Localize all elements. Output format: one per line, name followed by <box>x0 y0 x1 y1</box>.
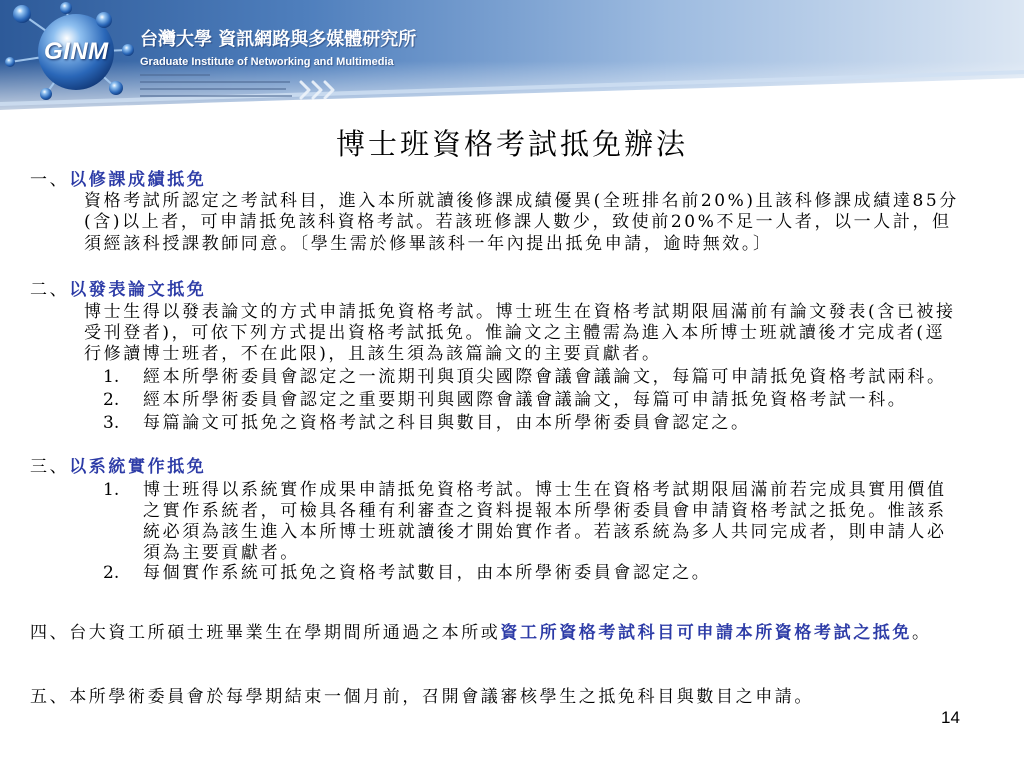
section-heading-text: 以系統實作抵免 <box>69 457 207 477</box>
section-4-line <box>30 622 932 644</box>
institute-name-english: Graduate Institute of Networking and Multimedia <box>140 56 394 68</box>
list-item-number: 2. <box>103 563 120 583</box>
list-item-text: 統必須為該生進入本所博士班就讀後才開始實作者。若該系統為多人共同完成者，則申請人必 <box>143 522 947 542</box>
section-number: 三、 <box>30 457 70 477</box>
section-1-paragraph-line: 須經該科授課教師同意。〔學生需於修畢該科一年內提出抵免申請，逾時無效。〕 <box>84 234 773 254</box>
list-item-text: 博士班得以系統實作成果申請抵免資格考試。博士生在資格考試期限屆滿前若完成具實用價值 <box>143 480 947 500</box>
section-text-end: 。 <box>912 623 932 643</box>
section-1-paragraph-line: (含)以上者，可申請抵免該科資格考試。若該班修課人數少，致使前20%不足一人者，以一人計，但 <box>84 212 952 232</box>
section-text: 本所學術委員會於每學期結束一個月前，召開會議審核學生之抵免科目與數目之申請。 <box>69 687 815 707</box>
section-3-heading <box>30 456 206 478</box>
section-highlight-text: 資工所資格考試科目可申請本所資格考試之抵免 <box>500 623 913 643</box>
list-item-number: 3. <box>103 413 120 433</box>
section-2-paragraph-line: 受刊登者)，可依下列方式提出資格考試抵免。惟論文之主體需為進入本所博士班就讀後才完成者(逕 <box>84 323 946 343</box>
list-item-text: 經本所學術委員會認定之重要期刊與國際會議會議論文，每篇可申請抵免資格考試一科。 <box>143 390 908 410</box>
section-number: 一、 <box>30 170 70 190</box>
slide-title: 博士班資格考試抵免辦法 <box>335 127 688 161</box>
section-1-heading <box>30 169 206 191</box>
list-item-text: 之實作系統者，可檢具各種有利審查之資料提報本所學術委員會申請資格考試之抵免。惟該系 <box>143 501 947 521</box>
header-fine-print-decoration <box>140 73 300 101</box>
section-1-paragraph-line: 資格考試所認定之考試科目，進入本所就讀後修課成績優異(全班排名前20%)且該科修課成績達85分 <box>84 191 959 211</box>
chevrons-icon <box>298 78 338 102</box>
section-5-line <box>30 686 814 708</box>
section-2-paragraph-line: 行修讀博士班者，不在此限)，且該生須為該篇論文的主要貢獻者。 <box>84 344 662 364</box>
logo-text: GINM <box>44 38 109 65</box>
section-2-heading <box>30 279 206 301</box>
institute-name-chinese: 台灣大學 資訊網路與多媒體研究所 <box>140 29 417 50</box>
slide-header <box>0 0 1024 122</box>
section-heading-text: 以修課成績抵免 <box>69 170 207 190</box>
list-item-number: 1. <box>103 480 120 500</box>
list-item-text: 經本所學術委員會認定之一流期刊與頂尖國際會議會議論文，每篇可申請抵免資格考試兩科。 <box>143 367 947 387</box>
section-number: 二、 <box>30 280 70 300</box>
section-heading-text: 以發表論文抵免 <box>69 280 207 300</box>
list-item-text: 須為主要貢獻者。 <box>143 543 300 563</box>
section-number: 四、 <box>30 623 70 643</box>
section-text: 台大資工所碩士班畢業生在學期間所通過之本所或 <box>69 623 501 643</box>
list-item-text: 每篇論文可抵免之資格考試之科目與數目，由本所學術委員會認定之。 <box>143 413 751 433</box>
page-number: 14 <box>941 708 960 727</box>
section-2-paragraph-line: 博士生得以發表論文的方式申請抵免資格考試。博士班生在資格考試期限屆滿前有論文發表(含已被接 <box>84 302 956 322</box>
list-item-number: 1. <box>103 367 120 387</box>
section-number: 五、 <box>30 687 70 707</box>
list-item-number: 2. <box>103 390 120 410</box>
list-item-text: 每個實作系統可抵免之資格考試數目，由本所學術委員會認定之。 <box>143 563 712 583</box>
